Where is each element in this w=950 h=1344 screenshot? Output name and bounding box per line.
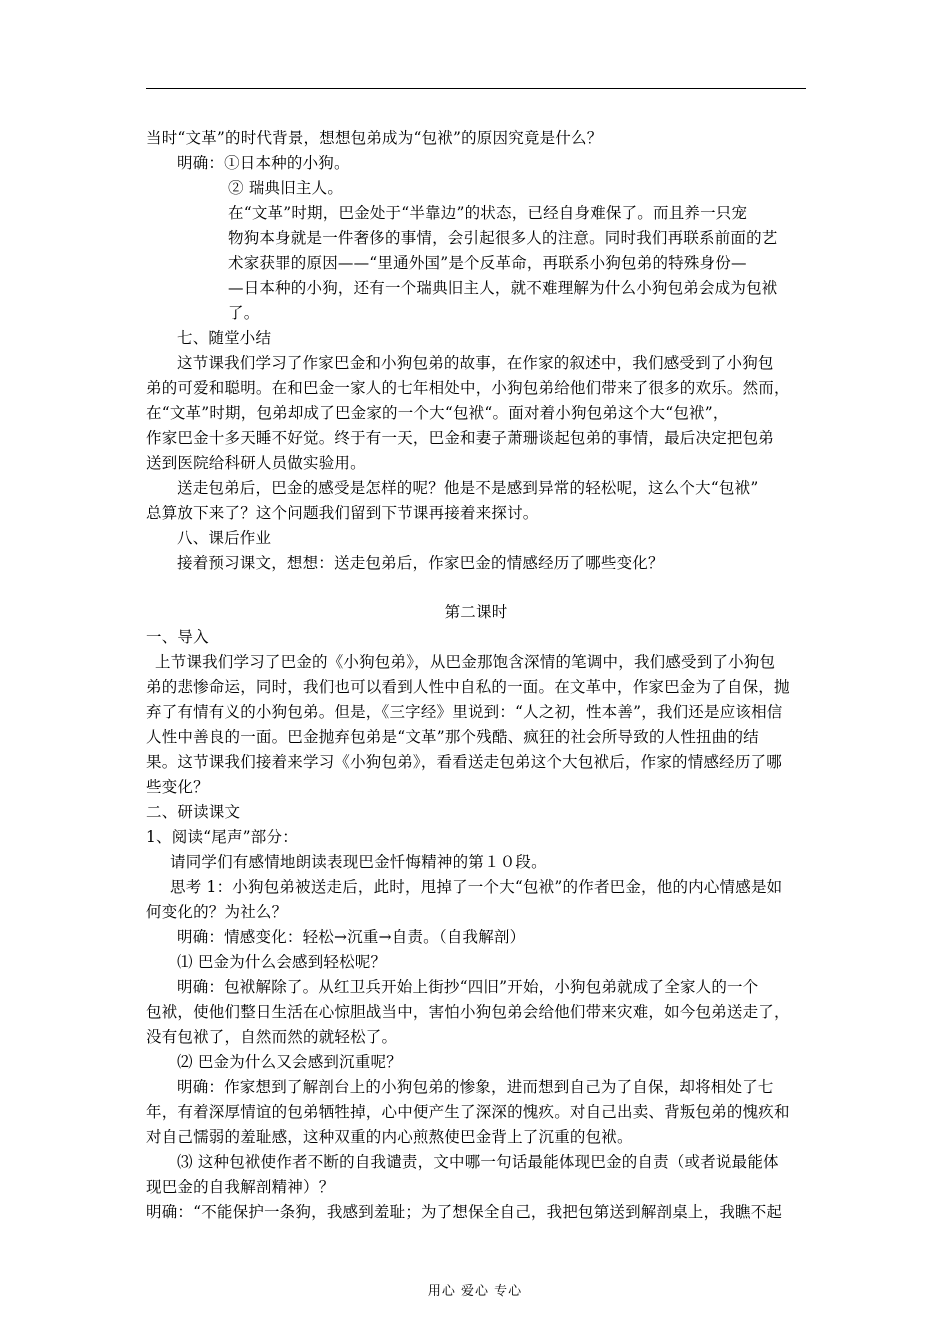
text-line: 上节课我们学习了巴金的《小狗包弟》，从巴金那饱含深情的笔调中，我们感受到了小狗包 <box>155 653 776 671</box>
text-line: 请同学们有感情地朗读表现巴金忏悔精神的第１０段。 <box>170 853 547 871</box>
text-line: 在“文革”时期，巴金处于“半靠边”的状态，已经自身难保了。而且养一只宠 <box>228 204 748 222</box>
text-line: 思考 1：小狗包弟被送走后，此时，甩掉了一个大“包袱”的作者巴金，他的内心情感是如 <box>170 878 783 896</box>
section-heading: 七、随堂小结 <box>177 329 272 347</box>
text-line: 包袱，使他们整日生活在心惊胆战当中，害怕小狗包弟会给他们带来灾难，如今包弟送走了， <box>146 1003 790 1021</box>
text-line: 这节课我们学习了作家巴金和小狗包弟的故事，在作家的叙述中，我们感受到了小狗包 <box>177 354 774 372</box>
text-line: 明确：作家想到了解剖台上的小狗包弟的惨象，进而想到自己为了自保，却将相处了七 <box>177 1078 774 1096</box>
text-line: 物狗本身就是一件奢侈的事情，会引起很多人的注意。同时我们再联系前面的艺 <box>228 229 778 247</box>
text-line: 明确：①日本种的小狗。 <box>177 154 350 172</box>
text-line: 果。这节课我们接着来学习《小狗包弟》，看看送走包弟这个大包袱后，作家的情感经历了哪 <box>146 753 782 771</box>
text-line: 弟的悲惨命运，同时，我们也可以看到人性中自私的一面。在文革中，作家巴金为了自保，抛 <box>146 678 790 696</box>
text-line: 人性中善良的一面。巴金抛弃包弟是“文革”那个残酷、疯狂的社会所导致的人性扭曲的结 <box>146 728 759 746</box>
text-line: 何变化的？为社么？ <box>146 903 288 921</box>
text-line: ⑶ 这种包袱使作者不断的自我谴责，文中哪一句话最能体现巴金的自责（或者说最能体 <box>177 1153 779 1171</box>
text-line: 当时“文革”的时代背景，想想包弟成为“包袱”的原因究竟是什么？ <box>146 129 603 147</box>
text-line: ⑴ 巴金为什么会感到轻松呢？ <box>177 953 387 971</box>
text-line: 对自己懦弱的羞耻感，这种双重的内心煎熬使巴金背上了沉重的包袱。 <box>146 1128 633 1146</box>
header-rule <box>146 88 806 89</box>
text-line: 明确：情感变化：轻松→沉重→自责。（自我解剖） <box>177 928 526 946</box>
text-line: 送到医院给科研人员做实验用。 <box>146 454 366 472</box>
text-line: 没有包袱了，自然而然的就轻松了。 <box>146 1028 398 1046</box>
page-footer: 用心 爱心 专心 <box>427 1284 523 1299</box>
text-line: 在“文革”时期，包弟却成了巴金家的一个大“包袱“。面对着小狗包弟这个大“包袱”， <box>146 404 729 422</box>
text-line: 明确：包袱解除了。从红卫兵开始上街抄“四旧”开始，小狗包弟就成了全家人的一个 <box>177 978 759 996</box>
text-line: 明确：“不能保护一条狗，我感到羞耻；为了想保全自己，我把包第送到解剖桌上，我瞧不起 <box>146 1203 783 1221</box>
text-line: 术家获罪的原因——“里通外国”是个反革命，再联系小狗包弟的特殊身份— <box>228 254 747 272</box>
text-line: 送走包弟后，巴金的感受是怎样的呢？他是不是感到异常的轻松呢，这么个大“包袱” <box>177 479 759 497</box>
text-line: 年，有着深厚情谊的包弟牺牲掉，心中便产生了深深的愧疚。对自己出卖、背叛包弟的愧疚和 <box>146 1103 790 1121</box>
text-line: ⑵ 巴金为什么又会感到沉重呢？ <box>177 1053 402 1071</box>
text-line: 弟的可爱和聪明。在和巴金一家人的七年相处中，小狗包弟给他们带来了很多的欢乐。然而， <box>146 379 790 397</box>
section-heading: 二、研读课文 <box>146 803 241 821</box>
text-line: 现巴金的自我解剖精神）？ <box>146 1178 335 1196</box>
text-line: —日本种的小狗，还有一个瑞典旧主人，就不难理解为什么小狗包弟会成为包袱 <box>228 279 778 297</box>
text-line: 弃了有情有义的小狗包弟。但是，《三字经》里说到：“人之初，性本善”，我们还是应该相信 <box>146 703 783 721</box>
lesson-title: 第二课时 <box>444 603 508 621</box>
text-line: 了。 <box>228 304 260 322</box>
text-line: 作家巴金十多天睡不好觉。终于有一天，巴金和妻子萧珊谈起包弟的事情，最后决定把包弟 <box>146 429 775 447</box>
text-line: ② 瑞典旧主人。 <box>228 179 344 197</box>
text-line: 接着预习课文，想想：送走包弟后，作家巴金的情感经历了哪些变化？ <box>177 554 664 572</box>
subsection-heading: 1、阅读“尾声”部分： <box>146 828 298 846</box>
section-heading: 八、课后作业 <box>177 529 272 547</box>
section-heading: 一、导入 <box>146 628 209 646</box>
text-line: 些变化？ <box>146 778 209 796</box>
text-line: 总算放下来了？这个问题我们留到下节课再接着来探讨。 <box>146 504 539 522</box>
